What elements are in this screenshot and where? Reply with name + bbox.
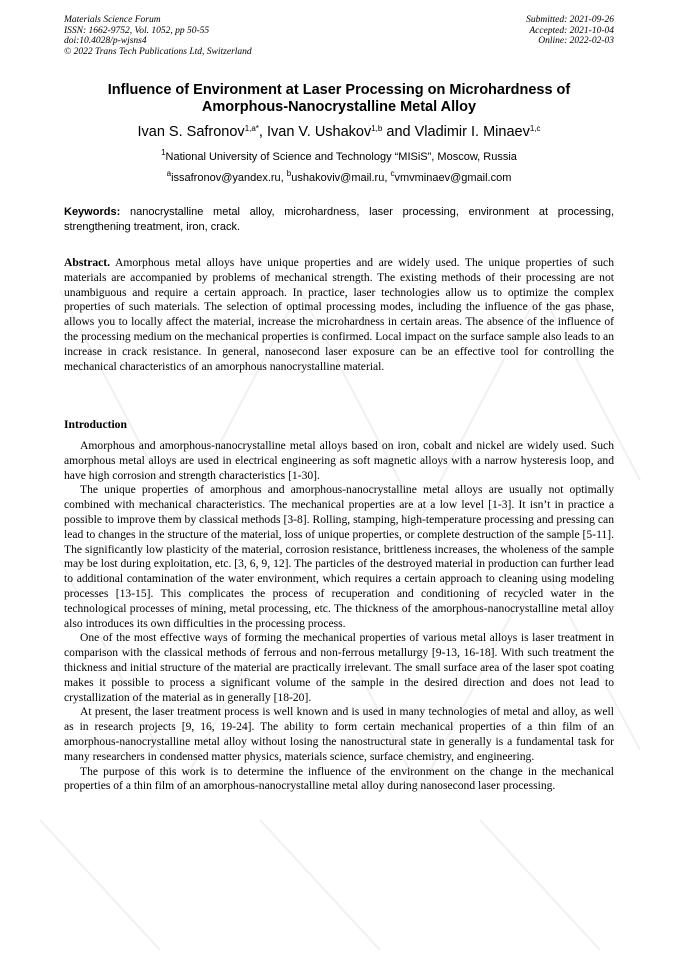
- article-doi[interactable]: doi:10.4028/p-wjsns4: [64, 36, 147, 46]
- email-link[interactable]: issafronov@yandex.ru: [171, 172, 281, 184]
- author-superscript: 1,a*: [244, 124, 259, 133]
- body-paragraph: Amorphous and amorphous-nanocrystalline metal alloys based on iron, cobalt and nickel are widely used. Such amorphous metal alloys are used in electrical engineering as soft magnetic alloys with a narrow hysteresis loop, and have high corrosion and strength characteristics [1-30].: [64, 439, 614, 482]
- paper-title: [64, 82, 614, 116]
- publication-dates: [526, 15, 614, 47]
- author-name: Ivan S. Safronov: [137, 124, 245, 140]
- email-link[interactable]: vmvminaev@gmail.com: [394, 172, 512, 184]
- body-paragraph: At present, the laser treatment process is well known and is used in many technologies of metal and alloy, as well as in research projects [9, 16, 19-24]. The ability to form certain mechanical properties of a thin film of an amorphous-nanocrystalline metal alloy without losing the nanostructural state in generally is a fundamental task for many researchers in condensed matter physics, materials science, surface chemistry, and engineering.: [64, 705, 614, 763]
- keywords-text: nanocrystalline metal alloy, microhardness, laser processing, environment at processing, strengthening treatment, iron, crack.: [64, 206, 614, 233]
- body-paragraph: One of the most effective ways of forming the mechanical properties of various metal alloys is laser treatment in comparison with the classical methods of ferrous and non-ferrous metallurgy [9-13, 16-18]. With such treatment the thickness and initial structure of the material are practically irrelevant. The small surface area of the laser spot coating makes it possible to process a significant volume of the sample in the desired direction and does not lead to crystallization of the material as in generally [18-20].: [64, 631, 614, 704]
- author-superscript: 1,b: [371, 124, 383, 133]
- author-emails: [64, 169, 614, 185]
- author-separator: and: [382, 124, 415, 140]
- author-superscript: 1,c: [529, 124, 541, 133]
- email-superscript: c: [390, 169, 395, 178]
- journal-name: Materials Science Forum: [64, 15, 161, 25]
- affiliation-superscript: 1: [161, 148, 166, 157]
- body-paragraph: The purpose of this work is to determine the influence of the environment on the change in the mechanical properties of a thin film of an amorphous-nanocrystalline metal alloy during nanosecond laser processing.: [64, 764, 614, 793]
- author-name: Ivan V. Ushakov: [266, 124, 372, 140]
- abstract-label: Abstract.: [64, 256, 111, 269]
- journal-info: [64, 15, 252, 57]
- author-list: [64, 124, 614, 141]
- email-superscript: b: [286, 169, 292, 178]
- abstract-text: Amorphous metal alloys have unique properties and are widely used. The unique properties of such materials are accompanied by problems of mechanical strength. The existing methods of their processing are not unambiguous and require a certain approach. In practice, laser technologies allow us to optimize the complex properties of such materials. The selection of optimal processing modes, including the influence of the gas phase, allows you to locally affect the material, increase the microhardness in certain areas. The absence of the influence of the processing medium on the mechanical properties is confirmed. Local impact on the surface sample also leads to an increase in crack resistance. In general, nanosecond laser exposure can be an effective tool for controlling the mechanical characteristics of an amorphous nanocrystalline material.: [64, 256, 614, 373]
- email-separator: ,: [384, 172, 391, 184]
- submitted-date: Submitted: 2021-09-26: [526, 15, 614, 25]
- online-date: Online: 2022-02-03: [538, 36, 614, 46]
- keywords-label: Keywords:: [64, 206, 121, 218]
- body-paragraph: The unique properties of amorphous and amorphous-nanocrystalline metal alloys are usually not optimally combined with mechanical characteristics. The mechanical properties are at a low level [1-3]. It isn’t in practice a possible to improve them by classical methods [3-8]. Rolling, stamping, high-temperature processing and pressing can lead to changes in the structure of the material, loss of unique properties, or complete destruction of the sample [5-11]. The significantly low plasticity of the material, corrosion resistance, brittleness increases, the wholeness of the sample may be lost during exploitation, etc. [3, 6, 9, 12]. The particles of the destroyed material in production can further lead to additional contamination of the water environment, which requires a certain approach to cleaning using modeling processes [13-15]. This complicates the process of recuperation and conditioning of recycled water in the technological processes of mining, metal processing, etc. The thickness of the amorphous-nanocrystalline metal alloy also introduces its own difficulties in the processing process.: [64, 483, 614, 630]
- title-line-2: Amorphous-Nanocrystalline Metal Alloy: [201, 99, 477, 115]
- author-separator: ,: [258, 124, 267, 140]
- journal-issn: ISSN: 1662-9752, Vol. 1052, pp 50-55: [64, 25, 210, 36]
- email-separator: ,: [280, 172, 287, 184]
- copyright-notice: © 2022 Trans Tech Publications Ltd, Switzerland: [64, 46, 252, 57]
- email-link[interactable]: ushakoviv@mail.ru: [291, 172, 385, 184]
- abstract-section: [64, 256, 614, 374]
- affiliation: [64, 148, 614, 164]
- author-name: Vladimir I. Minaev: [414, 124, 530, 140]
- title-line-1: Influence of Environment at Laser Processing on Microhardness of: [107, 82, 571, 98]
- email-superscript: a: [166, 169, 172, 178]
- affiliation-text: National University of Science and Technology “MISiS”, Moscow, Russia: [165, 151, 517, 163]
- keywords-section: [64, 205, 614, 235]
- introduction-body: [64, 439, 614, 794]
- introduction-heading: Introduction: [64, 418, 127, 431]
- accepted-date: Accepted: 2021-10-04: [529, 25, 614, 36]
